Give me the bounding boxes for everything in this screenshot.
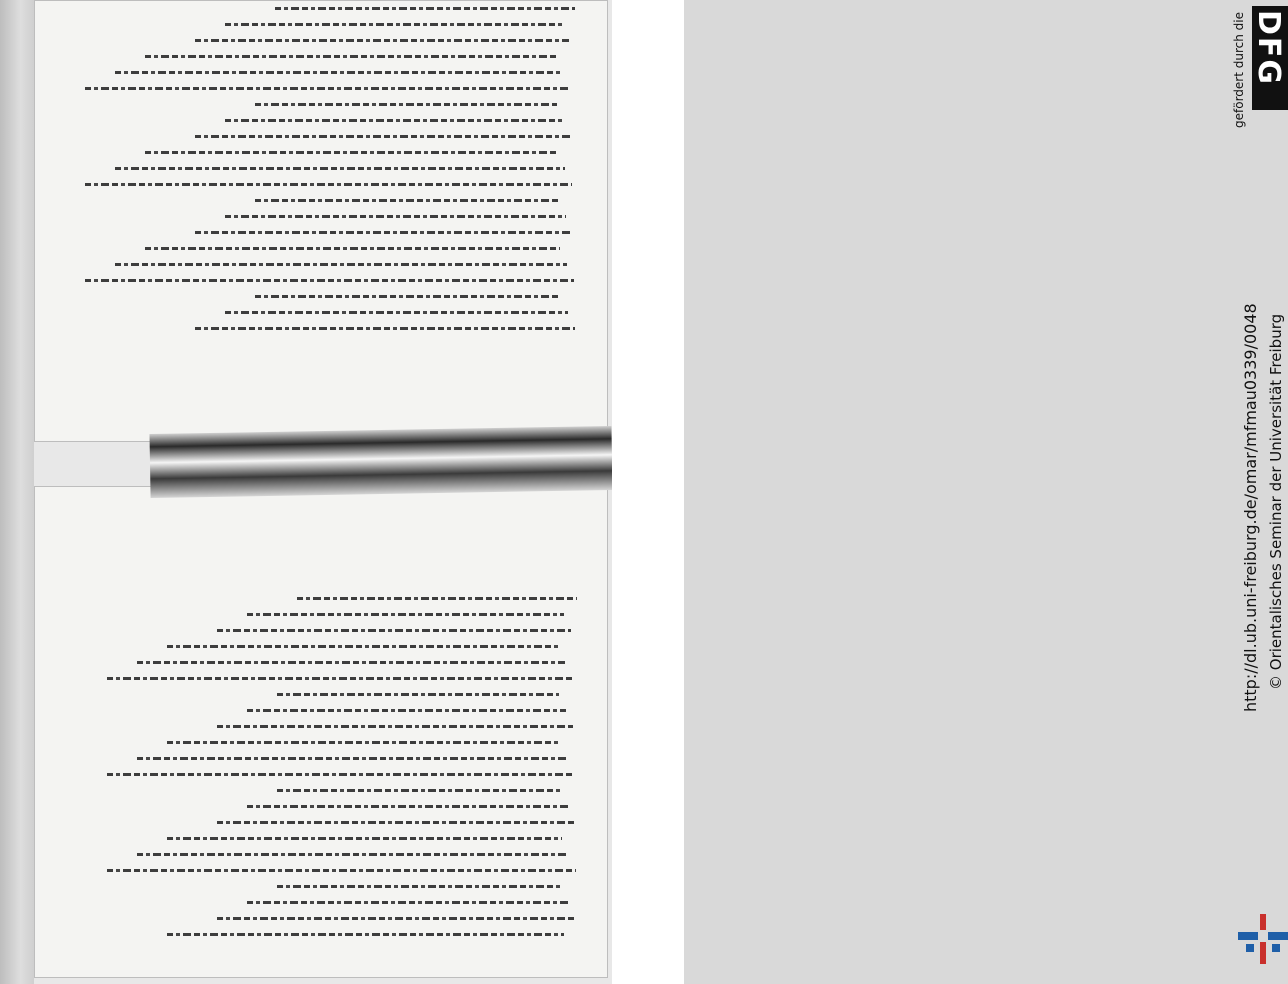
handwritten-line bbox=[115, 263, 567, 266]
handwritten-line bbox=[115, 167, 565, 170]
dfg-logo-text: DFG bbox=[1251, 10, 1286, 87]
handwritten-line bbox=[297, 597, 577, 600]
manuscript-url[interactable]: http://dl.ub.uni-freiburg.de/omar/mfmau0339/0048 bbox=[1241, 303, 1260, 712]
copyright-text: © Orientalisches Seminar der Universität Freiburg bbox=[1267, 313, 1285, 690]
handwritten-line bbox=[167, 645, 558, 648]
handwritten-line bbox=[85, 87, 570, 90]
library-sidebar bbox=[612, 0, 1286, 984]
handwritten-line bbox=[225, 23, 562, 26]
handwritten-line bbox=[107, 869, 576, 872]
handwritten-text-block-lower bbox=[57, 597, 577, 957]
handwritten-line bbox=[247, 709, 566, 712]
handwritten-line bbox=[195, 231, 573, 234]
handwritten-line bbox=[107, 677, 572, 680]
handwritten-line bbox=[167, 933, 564, 936]
handwritten-line bbox=[277, 885, 563, 888]
handwritten-line bbox=[85, 183, 572, 186]
logo-bar-red-bottom bbox=[1260, 942, 1266, 964]
scan-edge bbox=[0, 0, 34, 984]
handwritten-line bbox=[137, 757, 567, 760]
handwritten-line bbox=[85, 279, 574, 282]
logo-bar-blue-lower-right bbox=[1272, 944, 1280, 952]
handwritten-line bbox=[277, 693, 559, 696]
handwritten-line bbox=[275, 7, 575, 10]
handwritten-line bbox=[225, 215, 566, 218]
handwritten-text-block-upper bbox=[55, 7, 575, 347]
handwritten-line bbox=[217, 725, 573, 728]
handwritten-line bbox=[137, 853, 569, 856]
dfg-logo bbox=[1252, 6, 1288, 110]
handwritten-line bbox=[255, 199, 559, 202]
handwritten-line bbox=[247, 901, 570, 904]
handwritten-line bbox=[167, 837, 562, 840]
handwritten-line bbox=[247, 613, 564, 616]
funding-text: gefördert durch die bbox=[1232, 12, 1246, 128]
handwritten-line bbox=[225, 311, 568, 314]
handwritten-line bbox=[217, 821, 575, 824]
handwritten-line bbox=[217, 917, 577, 920]
logo-bar-red-top bbox=[1260, 914, 1266, 930]
manuscript-scan bbox=[0, 0, 612, 984]
handwritten-line bbox=[247, 805, 568, 808]
handwritten-line bbox=[115, 71, 563, 74]
handwritten-line bbox=[277, 789, 561, 792]
manuscript-page-upper bbox=[34, 0, 608, 442]
handwritten-line bbox=[137, 661, 565, 664]
handwritten-line bbox=[167, 741, 560, 744]
handwritten-line bbox=[225, 119, 564, 122]
logo-bar-blue-left bbox=[1238, 932, 1258, 940]
handwritten-line bbox=[145, 55, 556, 58]
logo-bar-blue-right bbox=[1268, 932, 1288, 940]
handwritten-line bbox=[145, 151, 558, 154]
manuscript-page-lower bbox=[34, 486, 608, 978]
logo-bar-blue-lower bbox=[1246, 944, 1254, 952]
handwritten-line bbox=[195, 39, 569, 42]
handwritten-line bbox=[145, 247, 560, 250]
handwritten-line bbox=[195, 327, 575, 330]
handwritten-line bbox=[255, 295, 561, 298]
handwritten-line bbox=[107, 773, 574, 776]
university-freiburg-logo bbox=[1238, 914, 1288, 964]
handwritten-line bbox=[217, 629, 571, 632]
book-gutter bbox=[149, 426, 612, 498]
handwritten-line bbox=[195, 135, 571, 138]
handwritten-line bbox=[255, 103, 557, 106]
